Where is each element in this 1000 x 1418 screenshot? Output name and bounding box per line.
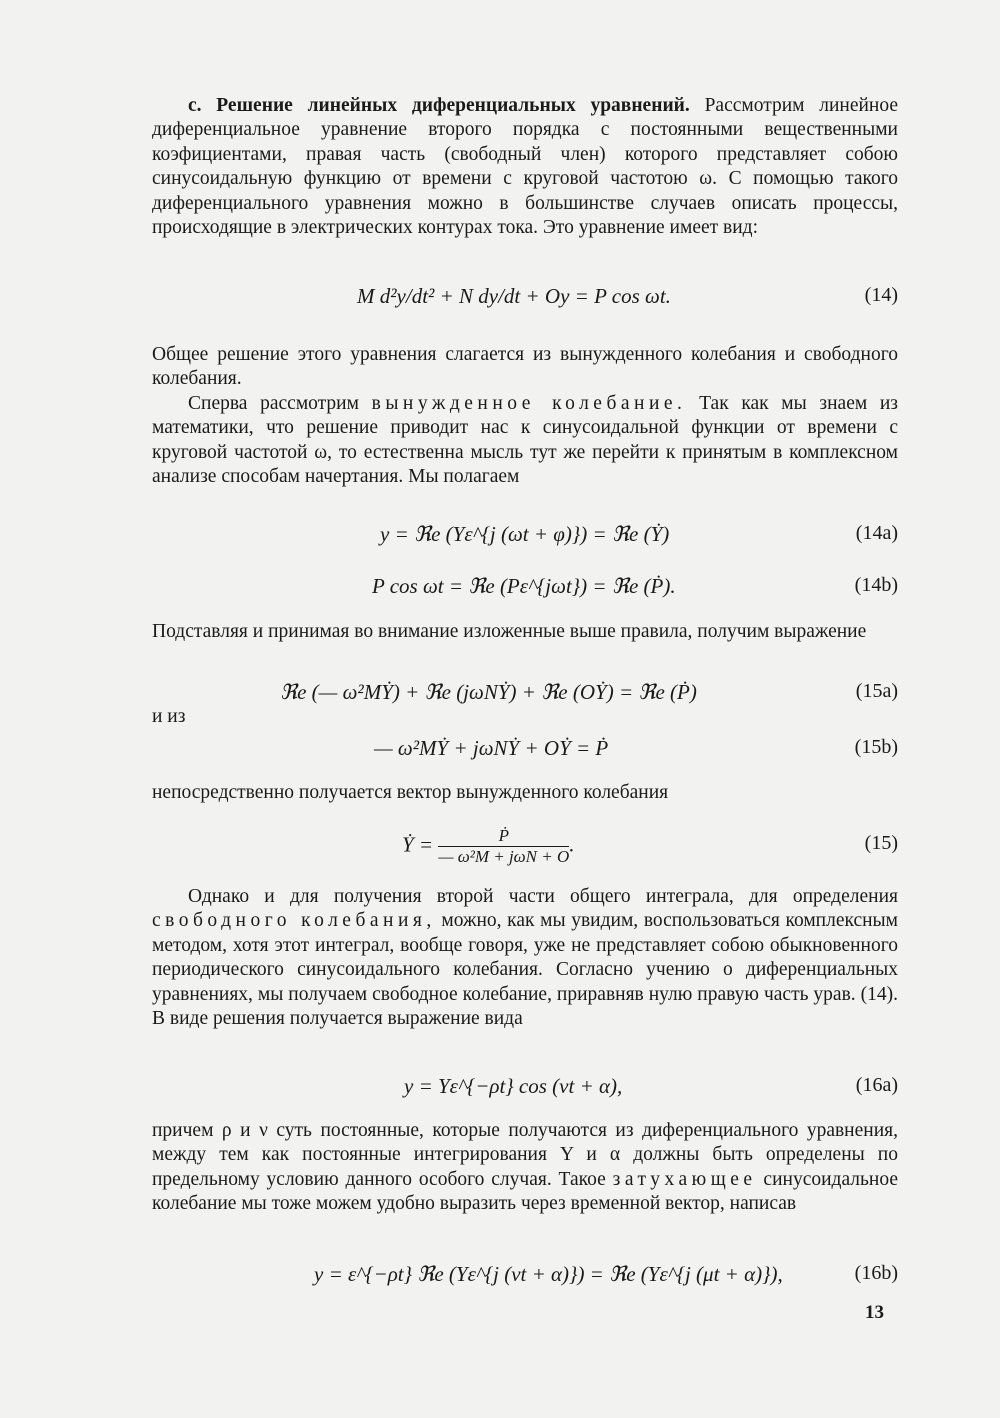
equation-16b-formula: y = ε^{−ρt} ℜe (Yε^{j (νt + α)}) = ℜe (Yε^{j (μt + α)}), (314, 1262, 783, 1286)
equation-14-formula: M d²y/dt² + N dy/dt + Oy = P cos ωt. (357, 284, 671, 308)
substitute-block (152, 620, 898, 644)
free-text-before: Однако и для получения второй части общего интеграла, для определения (188, 886, 898, 907)
forced-text-before: Сперва рассмотрим (188, 393, 359, 414)
equation-14a-number: (14a) (855, 522, 898, 544)
damped-paragraph (152, 1119, 898, 1217)
equation-16a-formula: y = Yε^{−ρt} cos (νt + α), (404, 1074, 623, 1098)
equation-14 (152, 284, 898, 324)
general-solution-paragraph: Общее решение этого уравнения слагается из вынужденного колебания и свободного колебания. (152, 344, 898, 390)
section-heading: c. Решение линейных диференциальных уравнений. (188, 95, 690, 116)
equation-15a-number: (15a) (855, 680, 898, 702)
directly-paragraph: непосредственно получается вектор вынужденного колебания (152, 782, 669, 803)
equation-15-lhs: Ẏ = (402, 832, 434, 857)
damped-text-before: причем ρ и ν суть постоянные, которые получаются из диференциального уравнения, между тем как постоянные интегрирования Y и α должны быть определены по предельному условию данного особого случая. Такое (152, 1120, 898, 1190)
equation-15b (152, 736, 898, 776)
equation-14b (152, 574, 898, 614)
forced-oscillation-paragraph (152, 392, 898, 490)
equation-16a-number: (16a) (855, 1074, 898, 1096)
and-from-text: и из (152, 706, 186, 727)
equation-15-number: (15) (864, 832, 898, 854)
equation-16b (152, 1262, 898, 1302)
equation-14-number: (14) (864, 284, 898, 306)
equation-15b-number: (15b) (854, 736, 898, 758)
forced-text-after: Так как мы знаем из математики, что решение приводит нас к синусоидальной функции от времени с круговой частотой ω, то естественна мысль тут же перейти к принятым в комплексном анализе способам начертания. Мы полагаем (152, 393, 898, 488)
directly-block (152, 781, 898, 805)
intro-text: Рассмотрим линейное диференциальное уравнение второго порядка с постоянными вещественными коэфициентами, правая часть (свободный член) которого представляет собою синусоидальную функцию от времени с круговой частотою ω. С помощью такого диференциального уравнения можно в большинстве случаев описать процессы, происходящие в электрических контурах тока. Это уравнение имеет вид: (152, 95, 899, 239)
damped-term: затухающее (612, 1168, 757, 1190)
page-number: 13 (865, 1302, 884, 1323)
free-term: свободного колебания, (152, 910, 436, 932)
equation-15-denominator: — ω²M + jωN + O (438, 847, 570, 866)
equation-16a (152, 1074, 898, 1114)
equation-14b-number: (14b) (854, 574, 898, 596)
intro-paragraph (152, 94, 898, 240)
damped-block (152, 1119, 898, 1217)
free-oscillation-paragraph (152, 885, 898, 1031)
forced-term: вынужденное колебание. (371, 393, 687, 414)
equation-14b-formula: P cos ωt = ℜe (Pε^{jωt}) = ℜe (Ṗ). (372, 574, 676, 598)
equation-15-fraction (438, 826, 569, 867)
equation-14a-formula: y = ℜe (Yε^{j (ωt + φ)}) = ℜe (Ẏ) (380, 522, 670, 546)
equation-15-tail: . (569, 832, 575, 857)
equation-15 (152, 820, 898, 870)
general-solution-block (152, 343, 898, 392)
damped-text-after: синусоидальное колебание мы тоже можем удобно выразить через временной вектор, написав (152, 1168, 898, 1215)
free-oscillation-block (152, 885, 898, 1031)
free-text-after: можно, как мы увидим, воспользоваться комплексным методом, хотя этот интеграл, вообще говоря, уже не представляет собою обыкновенного периодического синусоидального колебания. Согласно учению о диференциальных уравнениях, мы получаем свободное колебание, приравняв нулю правую часть урав. (14). В виде решения получается выражение вида (152, 910, 898, 1030)
substitute-paragraph: Подставляя и принимая во внимание изложенные выше правила, получим выражение (152, 621, 867, 642)
and-from-block (152, 705, 898, 729)
forced-oscillation-block (152, 392, 898, 490)
equation-14a (152, 522, 898, 562)
equation-15b-formula: — ω²MẎ + jωNẎ + OẎ = Ṗ (374, 736, 609, 760)
equation-15-numerator: Ṗ (438, 826, 569, 847)
equation-15a-formula: ℜe (— ω²MẎ) + ℜe (jωNẎ) + ℜe (OẎ) = ℜe (Ṗ) (280, 680, 697, 704)
equation-16b-number: (16b) (854, 1262, 898, 1284)
equation-15-formula (402, 826, 575, 867)
intro-block (152, 94, 898, 240)
